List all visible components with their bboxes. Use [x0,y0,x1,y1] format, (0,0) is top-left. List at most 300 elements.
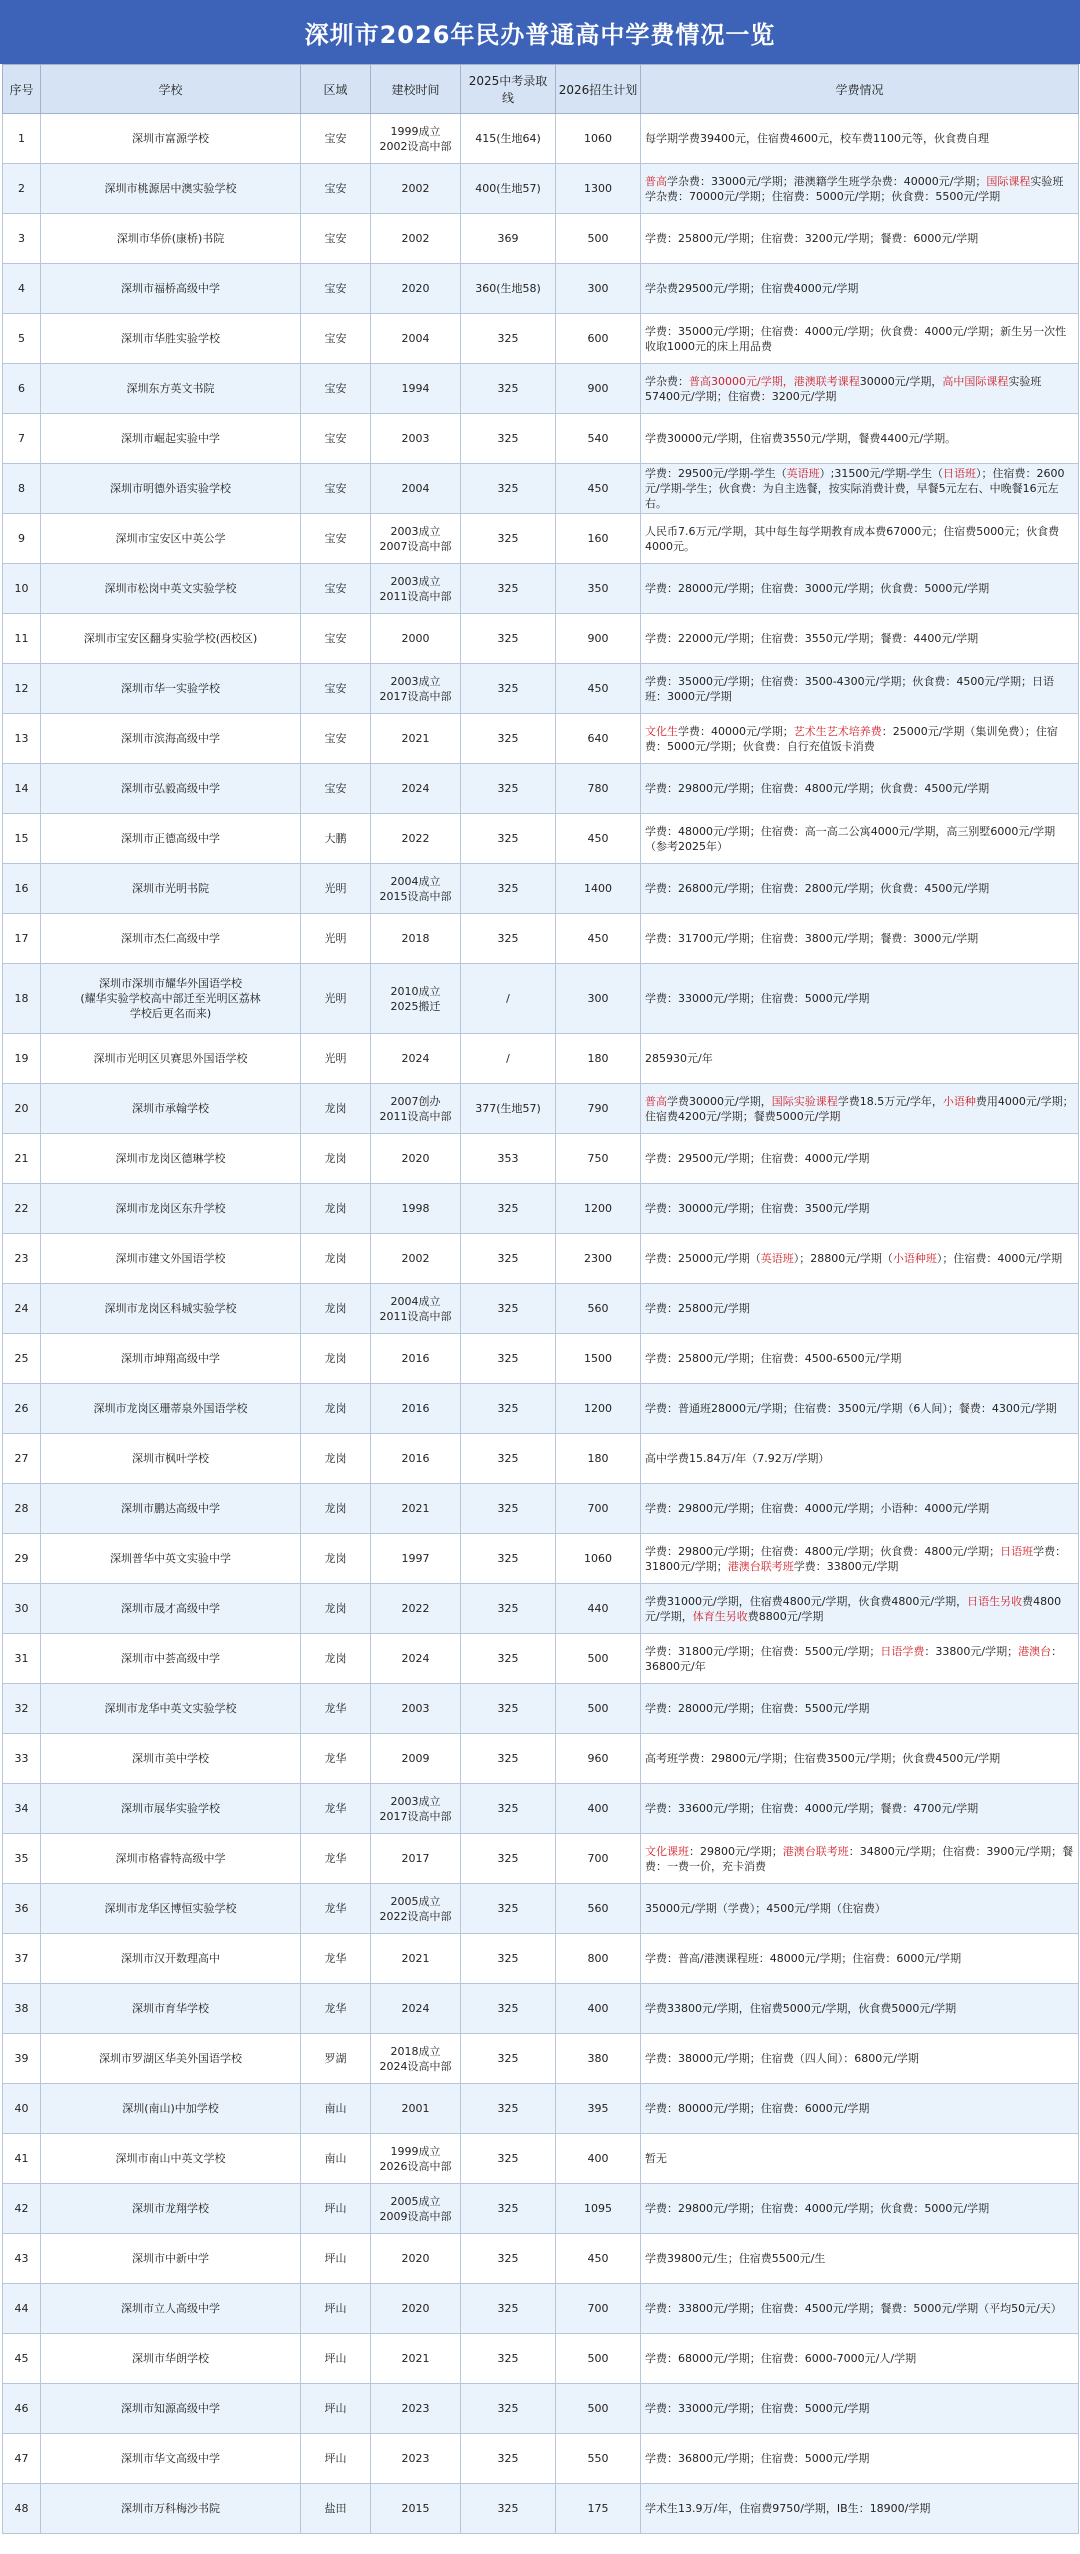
cell-admission-line: 360(生地58) [461,264,556,314]
cell-area: 龙岗 [301,1534,371,1584]
cell-fee [641,114,1079,164]
cell-fee [641,464,1079,514]
cell-admission-line: 325 [461,764,556,814]
cell-area: 坪山 [301,2334,371,2384]
fee-highlight-text: 日语班 [943,467,977,480]
fee-text: 学费：80000元/学期；住宿费：6000元/学期 [645,2102,870,2115]
cell-founded: 2016 [371,1334,461,1384]
table-row [3,664,1079,714]
header-enroll-plan: 2026招生计划 [556,65,641,114]
cell-admission-line: 325 [461,514,556,564]
table-row [3,1184,1079,1234]
cell-fee [641,2034,1079,2084]
cell-admission-line: 325 [461,414,556,464]
cell-enroll-plan: 700 [556,1484,641,1534]
fee-highlight-text: 日语班 [1000,1544,1034,1558]
cell-no: 36 [3,1884,41,1934]
fee-highlight-text: 港澳台联考班 [727,1559,794,1573]
cell-enroll-plan: 1060 [556,1534,641,1584]
cell-founded: 1999成立 2002设高中部 [371,114,461,164]
cell-area: 龙岗 [301,1334,371,1384]
table-row [3,1584,1079,1634]
cell-founded: 2007创办 2011设高中部 [371,1084,461,1134]
cell-founded: 2001 [371,2084,461,2134]
cell-admission-line: 325 [461,2084,556,2134]
cell-area: 龙岗 [301,1634,371,1684]
cell-area: 坪山 [301,2384,371,2434]
cell-area: 罗湖 [301,2034,371,2084]
cell-admission-line: 325 [461,714,556,764]
fee-highlight-text: 文化生 [645,724,678,738]
cell-fee [641,1034,1079,1084]
fee-text: 人民币7.6万元/学期，其中每生每学期教育成本费67000元；住宿费5000元；伙食费4000元。 [645,524,1060,553]
fee-text: ：33800元/学期； [924,1644,1019,1658]
fee-highlight-text: 国际实验课程 [771,1094,838,1108]
cell-no: 15 [3,814,41,864]
cell-area: 龙岗 [301,1134,371,1184]
fee-text: 学费：35000元/学期；住宿费：3500-4300元/学期；伙食费：4500元/学期；日语班：3000元/学期 [645,674,1055,703]
fee-text: 学费30000元/学期，住宿费3550元/学期，餐费4400元/学期。 [645,432,957,445]
cell-school: 深圳市建文外国语学校 [41,1234,301,1284]
cell-enroll-plan: 180 [556,1034,641,1084]
cell-admission-line: 325 [461,1584,556,1634]
header-school: 学校 [41,65,301,114]
cell-enroll-plan: 1300 [556,164,641,214]
cell-no: 22 [3,1184,41,1234]
cell-fee [641,2484,1079,2534]
cell-no: 28 [3,1484,41,1534]
table-row [3,1934,1079,1984]
table-row [3,414,1079,464]
cell-school: 深圳市滨海高级中学 [41,714,301,764]
cell-enroll-plan: 500 [556,2384,641,2434]
cell-no: 37 [3,1934,41,1984]
cell-enroll-plan: 500 [556,1684,641,1734]
cell-founded: 1998 [371,1184,461,1234]
cell-enroll-plan: 900 [556,614,641,664]
cell-founded: 2024 [371,1984,461,2034]
cell-no: 43 [3,2234,41,2284]
cell-founded: 2010成立 2025搬迁 [371,964,461,1034]
cell-founded: 2016 [371,1384,461,1434]
fee-highlight-text: 体育生另收 [692,1609,748,1623]
fee-text: ：36800元/年 [645,1644,1063,1673]
cell-area: 龙岗 [301,1284,371,1334]
cell-area: 龙岗 [301,1584,371,1634]
table-row [3,514,1079,564]
header-no: 序号 [3,65,41,114]
cell-area: 龙华 [301,1984,371,2034]
cell-area: 光明 [301,964,371,1034]
table-row [3,1384,1079,1434]
cell-admission-line: 325 [461,2384,556,2434]
fee-highlight-text: 港澳联考课程 [793,374,860,388]
cell-school: 深圳市中荟高级中学 [41,1634,301,1684]
cell-founded: 2003成立 2017设高中部 [371,664,461,714]
cell-no: 48 [3,2484,41,2534]
table-row [3,1234,1079,1284]
cell-enroll-plan: 1060 [556,114,641,164]
cell-area: 坪山 [301,2284,371,2334]
cell-area: 龙华 [301,1934,371,1984]
cell-no: 42 [3,2184,41,2234]
cell-no: 3 [3,214,41,264]
cell-founded: 2021 [371,2334,461,2384]
fee-text: 学费：普通班28000元/学期；住宿费：3500元/学期（6人间）；餐费：4300元/学期 [645,1402,1057,1415]
cell-no: 23 [3,1234,41,1284]
cell-admission-line: 325 [461,614,556,664]
cell-area: 南山 [301,2134,371,2184]
cell-admission-line: 369 [461,214,556,264]
cell-area: 龙岗 [301,1184,371,1234]
cell-admission-line: / [461,1034,556,1084]
fee-text: ）；住宿费：2600元/学期-学生；伙食费：为自主选餐，按实际消费计费，早餐5元左右、中晚餐16元左右。 [645,467,1065,510]
cell-fee [641,214,1079,264]
cell-enroll-plan: 450 [556,464,641,514]
fee-text: 学费：68000元/学期；住宿费：6000-7000元/人/学期 [645,2352,917,2365]
cell-school: 深圳市龙岗区东升学校 [41,1184,301,1234]
cell-no: 10 [3,564,41,614]
cell-school: 深圳市承翰学校 [41,1084,301,1134]
cell-enroll-plan: 1500 [556,1334,641,1384]
cell-admission-line: 325 [461,2484,556,2534]
cell-fee [641,964,1079,1034]
table-row [3,214,1079,264]
table-row [3,1084,1079,1134]
fee-text: 学费：29800元/学期；住宿费：4000元/学期；伙食费：5000元/学期 [645,2202,990,2215]
cell-no: 11 [3,614,41,664]
fee-highlight-text: 日语学费 [880,1644,925,1658]
fee-text: 实验班57400元/学期；住宿费：3200元/学期 [645,374,1042,403]
cell-school: 深圳市正德高级中学 [41,814,301,864]
cell-fee [641,1634,1079,1684]
cell-founded: 2017 [371,1834,461,1884]
table-row [3,564,1079,614]
fee-text: 学费：48000元/学期；住宿费：高一高二公寓4000元/学期，高三别墅6000元/学期（参考2025年） [645,824,1056,853]
cell-no: 27 [3,1434,41,1484]
cell-no: 32 [3,1684,41,1734]
cell-no: 16 [3,864,41,914]
cell-fee [641,314,1079,364]
page-title: 深圳市2026年民办普通高中学费情况一览 [0,0,1080,64]
cell-school: 深圳市宝安区翻身实验学校(西校区) [41,614,301,664]
cell-admission-line: 325 [461,2434,556,2484]
cell-area: 宝安 [301,664,371,714]
table-row [3,1034,1079,1084]
cell-no: 8 [3,464,41,514]
fee-highlight-text: 高中国际课程 [942,374,1009,388]
fee-text: 学费：31800元/学期； [645,1544,1067,1573]
table-row [3,1834,1079,1884]
cell-school: 深圳市松岗中英文实验学校 [41,564,301,614]
fee-text: 费8800元/学期 [747,1609,824,1623]
cell-fee [641,364,1079,414]
cell-school: 深圳市南山中英文学校 [41,2134,301,2184]
cell-enroll-plan: 750 [556,1134,641,1184]
cell-no: 46 [3,2384,41,2434]
cell-founded: 1997 [371,1534,461,1584]
fee-text: 学费：22000元/学期；住宿费：3550元/学期；餐费：4400元/学期 [645,632,979,645]
cell-area: 宝安 [301,764,371,814]
cell-enroll-plan: 800 [556,1934,641,1984]
table-row [3,714,1079,764]
fee-highlight-text: 日语生另收 [967,1594,1023,1608]
cell-school: 深圳市鹏达高级中学 [41,1484,301,1534]
cell-fee [641,564,1079,614]
fee-text: 学费30000元/学期， [667,1094,772,1108]
fee-text: 学杂费： [645,374,689,388]
cell-enroll-plan: 400 [556,2134,641,2184]
cell-fee [641,1984,1079,2034]
cell-enroll-plan: 560 [556,1284,641,1334]
cell-founded: 2003 [371,414,461,464]
table-row [3,1484,1079,1534]
cell-area: 盐田 [301,2484,371,2534]
table-row [3,1984,1079,2034]
cell-enroll-plan: 600 [556,314,641,364]
cell-fee [641,2134,1079,2184]
cell-fee [641,1834,1079,1884]
cell-admission-line: 325 [461,1834,556,1884]
cell-fee [641,1434,1079,1484]
cell-school: 深圳(南山)中加学校 [41,2084,301,2134]
cell-admission-line: 325 [461,2234,556,2284]
header-area: 区域 [301,65,371,114]
cell-enroll-plan: 700 [556,2284,641,2334]
cell-admission-line: 377(生地57) [461,1084,556,1134]
fee-text: 学费：38000元/学期；住宿费（四人间）：6800元/学期 [645,2052,919,2065]
cell-fee [641,614,1079,664]
cell-fee [641,2234,1079,2284]
cell-no: 5 [3,314,41,364]
cell-founded: 2003成立 2011设高中部 [371,564,461,614]
cell-fee [641,714,1079,764]
cell-founded: 2003成立 2007设高中部 [371,514,461,564]
cell-area: 宝安 [301,564,371,614]
table-row [3,914,1079,964]
table-row [3,2434,1079,2484]
table-row [3,314,1079,364]
cell-school: 深圳市龙岗区珊蒂泉外国语学校 [41,1384,301,1434]
cell-no: 4 [3,264,41,314]
fee-text: 费4800元/学期， [645,1594,1062,1623]
cell-enroll-plan: 560 [556,1884,641,1934]
fee-text: ）；住宿费：4000元/学期 [936,1252,1063,1265]
fee-text: 学费：29800元/学期；住宿费：4000元/学期；小语种：4000元/学期 [645,1502,990,1515]
cell-admission-line: 325 [461,814,556,864]
cell-no: 20 [3,1084,41,1134]
cell-school: 深圳市桃源居中澳实验学校 [41,164,301,214]
cell-founded: 2020 [371,264,461,314]
table-row [3,2234,1079,2284]
cell-school: 深圳市晟才高级中学 [41,1584,301,1634]
cell-admission-line: 325 [461,1784,556,1834]
cell-no: 7 [3,414,41,464]
table-row [3,764,1079,814]
cell-fee [641,2434,1079,2484]
cell-school: 深圳市龙岗区科城实验学校 [41,1284,301,1334]
cell-admission-line: / [461,964,556,1034]
cell-fee [641,164,1079,214]
cell-no: 29 [3,1534,41,1584]
cell-enroll-plan: 350 [556,564,641,614]
fee-highlight-text: 普高 [645,174,667,188]
cell-founded: 2000 [371,614,461,664]
fee-text: 学费：30000元/学期；住宿费：3500元/学期 [645,1202,870,1215]
fee-text: 285930元/年 [645,1052,713,1065]
cell-founded: 2022 [371,1584,461,1634]
cell-school: 深圳市格睿特高级中学 [41,1834,301,1884]
cell-fee [641,2384,1079,2434]
fee-text: 学杂费：33000元/学期；港澳籍学生班学杂费：40000元/学期； [667,174,987,188]
fee-text: 学费：29800元/学期；住宿费：4800元/学期；伙食费：4500元/学期 [645,782,990,795]
cell-area: 光明 [301,864,371,914]
fee-text: 学费：33000元/学期；住宿费：5000元/学期 [645,992,870,1005]
fee-highlight-text: 小语种班 [892,1252,937,1265]
fee-highlight-text: 普高 [645,1094,667,1108]
table-row [3,2084,1079,2134]
fee-text: 费用4000元/学期；住宿费4200元/学期；餐费5000元/学期 [645,1094,1074,1123]
cell-founded: 2018成立 2024设高中部 [371,2034,461,2084]
cell-admission-line: 325 [461,2134,556,2184]
cell-founded: 2018 [371,914,461,964]
cell-area: 龙华 [301,1684,371,1734]
fee-table [2,64,1079,2534]
cell-admission-line: 325 [461,1634,556,1684]
table-row [3,2334,1079,2384]
cell-fee [641,864,1079,914]
cell-area: 宝安 [301,414,371,464]
cell-fee [641,914,1079,964]
cell-founded: 2005成立 2022设高中部 [371,1884,461,1934]
table-row [3,2134,1079,2184]
table-row [3,264,1079,314]
fee-text: 学费：26800元/学期；住宿费：2800元/学期；伙食费：4500元/学期 [645,882,990,895]
cell-no: 25 [3,1334,41,1384]
table-row [3,2384,1079,2434]
cell-admission-line: 325 [461,1284,556,1334]
table-row [3,114,1079,164]
cell-enroll-plan: 790 [556,1084,641,1134]
cell-school: 深圳市弘毅高级中学 [41,764,301,814]
cell-fee [641,2184,1079,2234]
cell-no: 13 [3,714,41,764]
fee-text: 学费：33800元/学期 [793,1559,899,1573]
fee-text: ：29800元/学期； [689,1844,783,1858]
cell-founded: 2021 [371,1934,461,1984]
cell-enroll-plan: 160 [556,514,641,564]
table-row [3,164,1079,214]
cell-founded: 2002 [371,164,461,214]
cell-enroll-plan: 380 [556,2034,641,2084]
cell-admission-line: 325 [461,1334,556,1384]
fee-highlight-text: 小语种 [942,1094,976,1108]
cell-founded: 2021 [371,714,461,764]
cell-fee [641,414,1079,464]
cell-area: 南山 [301,2084,371,2134]
cell-fee [641,1384,1079,1434]
cell-admission-line: 325 [461,1484,556,1534]
cell-admission-line: 415(生地64) [461,114,556,164]
cell-no: 30 [3,1584,41,1634]
cell-admission-line: 353 [461,1134,556,1184]
cell-school: 深圳市罗湖区华美外国语学校 [41,2034,301,2084]
cell-school: 深圳市龙岗区德琳学校 [41,1134,301,1184]
cell-area: 坪山 [301,2434,371,2484]
header-fee: 学费情况 [641,65,1079,114]
cell-founded: 2024 [371,1634,461,1684]
cell-no: 45 [3,2334,41,2384]
cell-admission-line: 325 [461,364,556,414]
cell-school: 深圳市富源学校 [41,114,301,164]
cell-area: 龙岗 [301,1434,371,1484]
cell-no: 41 [3,2134,41,2184]
cell-enroll-plan: 700 [556,1834,641,1884]
fee-text: 高中学费15.84万/年（7.92万/学期） [645,1452,830,1465]
cell-enroll-plan: 2300 [556,1234,641,1284]
fee-highlight-text: 文化课班 [645,1844,689,1858]
cell-area: 宝安 [301,464,371,514]
cell-founded: 2024 [371,764,461,814]
cell-fee [641,1134,1079,1184]
cell-school: 深圳普华中英文实验中学 [41,1534,301,1584]
fee-highlight-text: 英语班 [760,1252,794,1265]
cell-school: 深圳市龙华中英文实验学校 [41,1684,301,1734]
cell-no: 39 [3,2034,41,2084]
fee-text: 学费39800元/生；住宿费5500元/生 [645,2252,826,2265]
cell-fee [641,1534,1079,1584]
cell-enroll-plan: 500 [556,214,641,264]
fee-text: 学费：普高/港澳课程班：48000元/学期；住宿费：6000元/学期 [645,1952,962,1965]
cell-no: 34 [3,1784,41,1834]
fee-text: 学费：28000元/学期；住宿费：5500元/学期 [645,1702,870,1715]
cell-fee [641,1684,1079,1734]
cell-founded: 1994 [371,364,461,414]
cell-enroll-plan: 960 [556,1734,641,1784]
cell-no: 9 [3,514,41,564]
cell-no: 19 [3,1034,41,1084]
cell-founded: 2015 [371,2484,461,2534]
cell-enroll-plan: 1400 [556,864,641,914]
cell-admission-line: 325 [461,1984,556,2034]
cell-no: 21 [3,1134,41,1184]
cell-no: 12 [3,664,41,714]
fee-text: 30000元/学期， [859,374,943,388]
cell-school: 深圳市万科梅沙书院 [41,2484,301,2534]
cell-fee [641,1334,1079,1384]
cell-area: 宝安 [301,314,371,364]
cell-fee [641,2284,1079,2334]
table-row [3,1684,1079,1734]
cell-area: 龙岗 [301,1084,371,1134]
cell-founded: 2004成立 2015设高中部 [371,864,461,914]
cell-admission-line: 400(生地57) [461,164,556,214]
fee-text: ）；28800元/学期（ [793,1252,893,1265]
cell-founded: 2003 [371,1684,461,1734]
fee-text: 学费：33800元/学期；住宿费：4500元/学期；餐费：5000元/学期（平均50元/天） [645,2302,1062,2315]
cell-enroll-plan: 440 [556,1584,641,1634]
table-row [3,1734,1079,1784]
fee-text: 学费18.5万元/学年， [837,1094,943,1108]
cell-enroll-plan: 500 [556,2334,641,2384]
fee-text: 35000元/学期（学费）；4500元/学期（住宿费） [645,1902,886,1915]
cell-founded: 2020 [371,1134,461,1184]
cell-founded: 2020 [371,2234,461,2284]
cell-enroll-plan: 180 [556,1434,641,1484]
fee-text: 学费：29500元/学期-学生（ [645,467,787,480]
cell-school: 深圳市光明区贝赛思外国语学校 [41,1034,301,1084]
cell-fee [641,264,1079,314]
